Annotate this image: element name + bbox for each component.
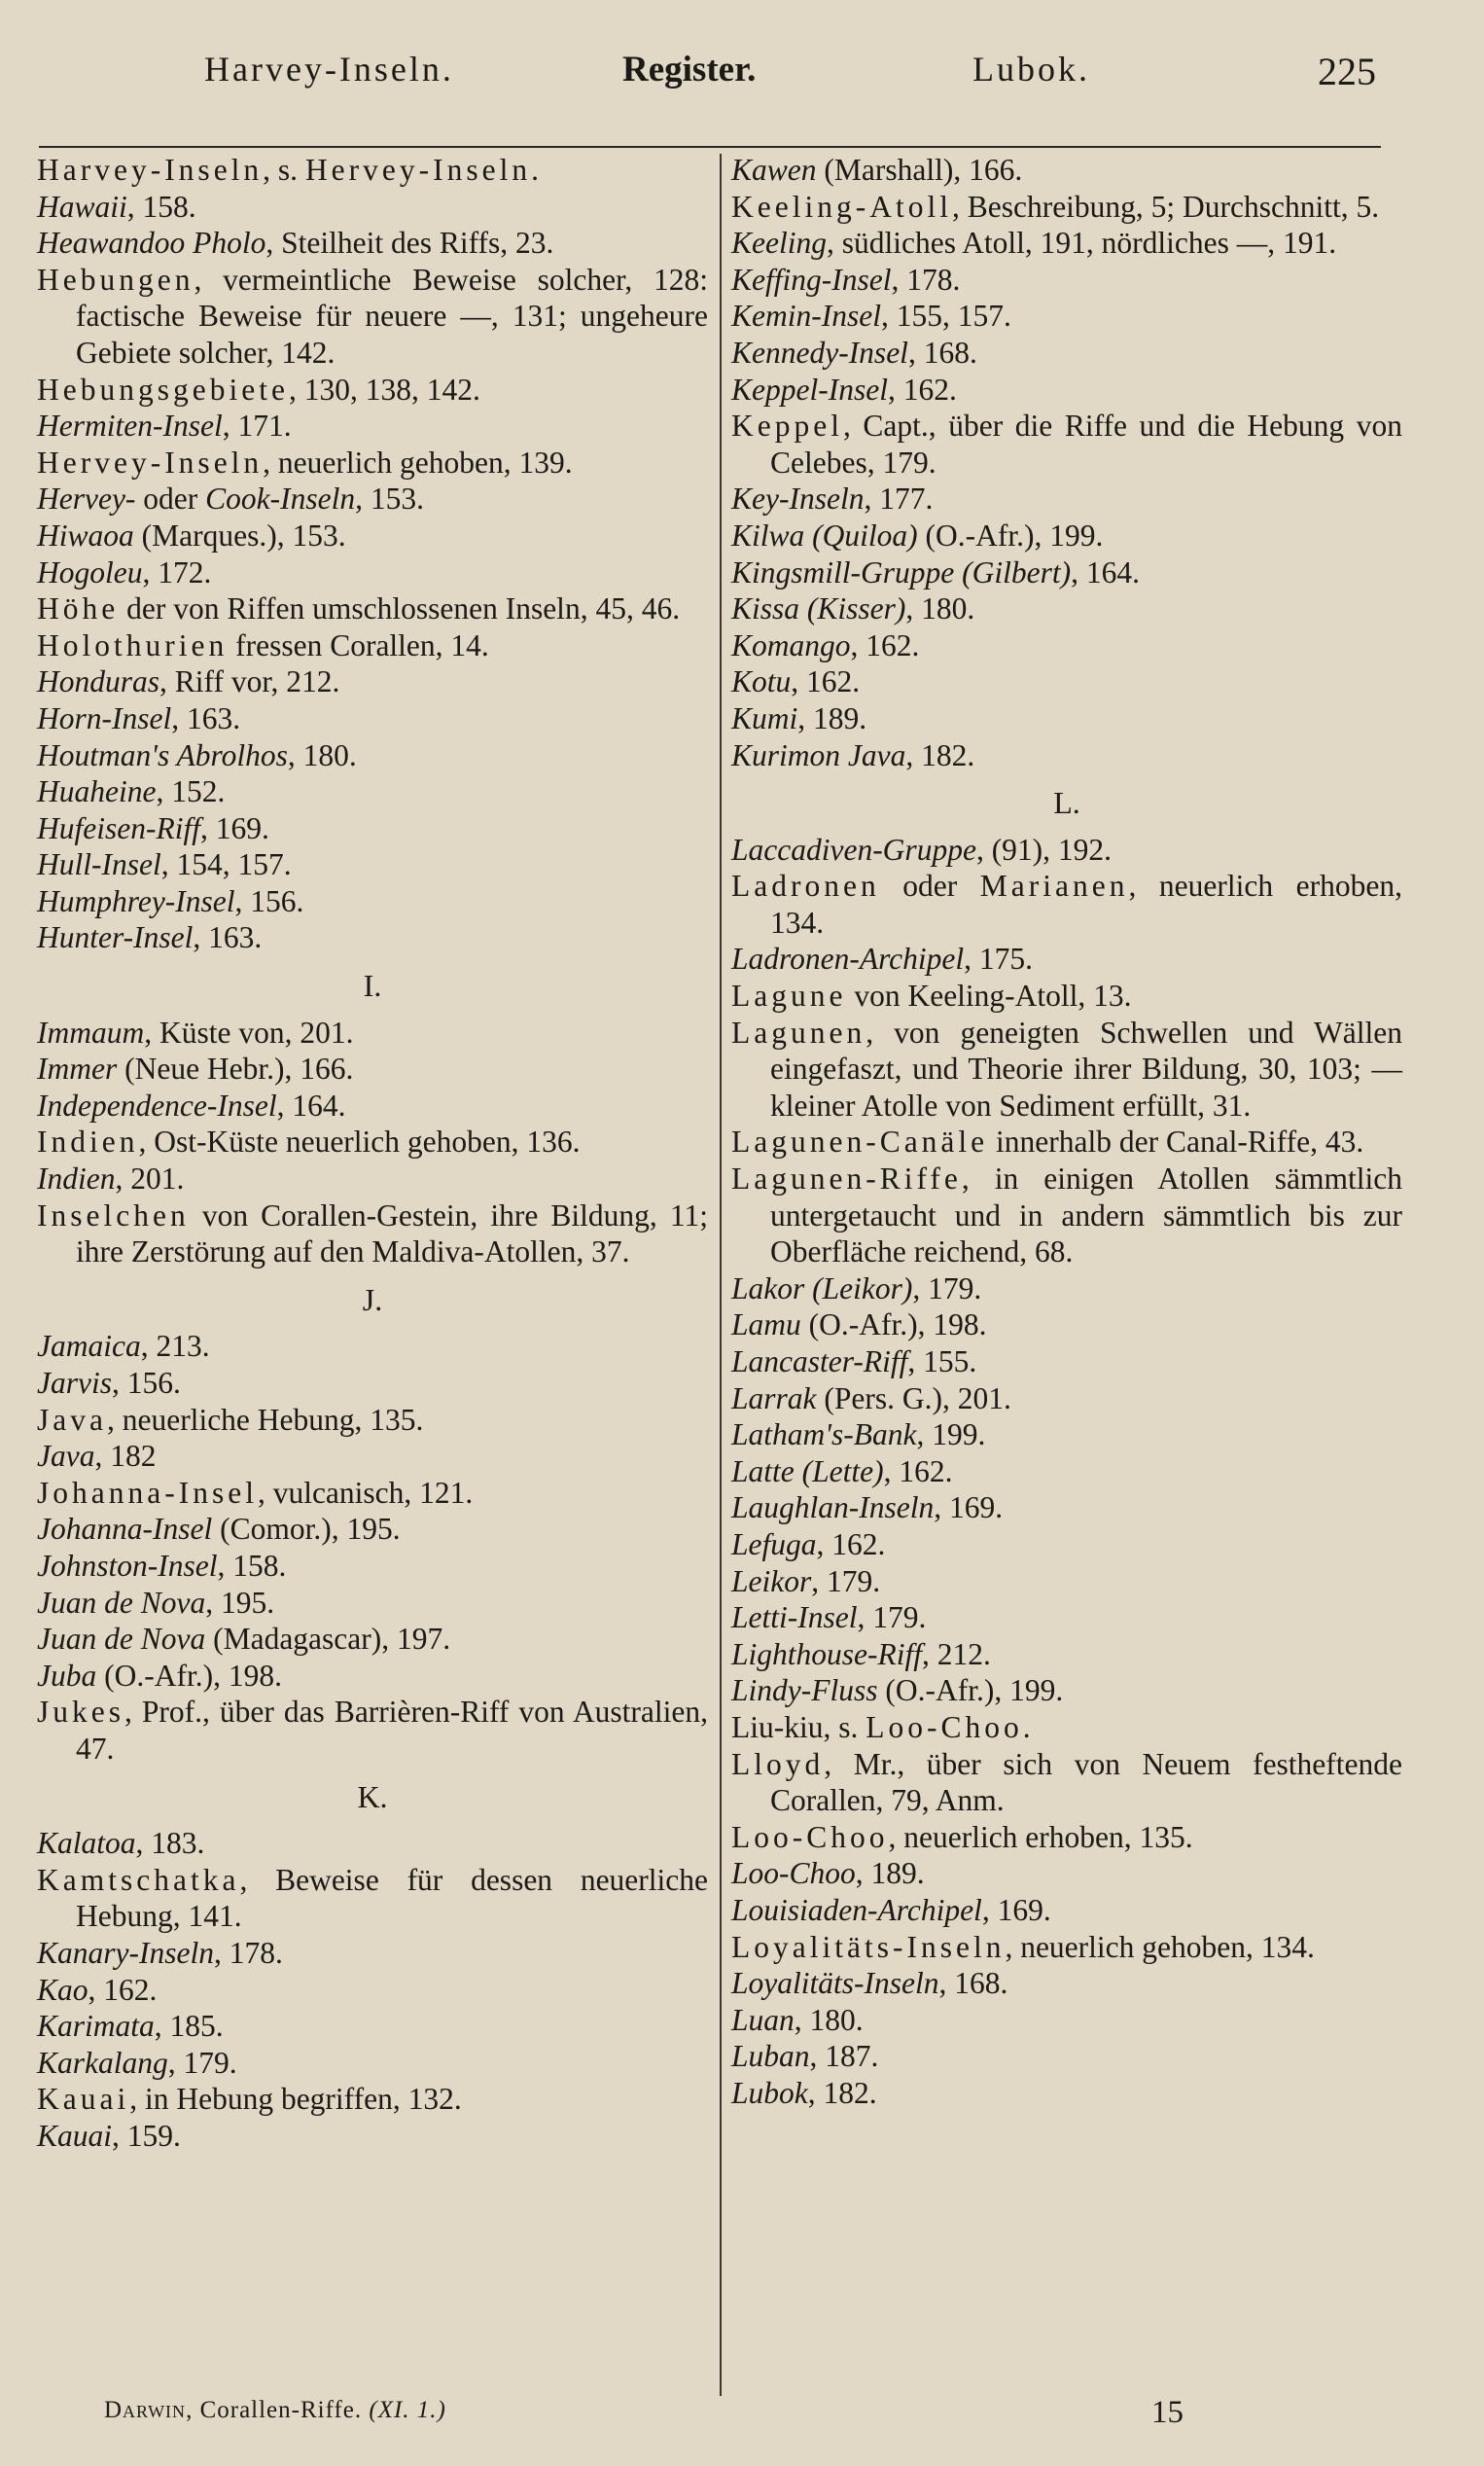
entry-headword: Loyalitäts-Inseln — [731, 1929, 1006, 1964]
index-entry — [731, 262, 1402, 299]
index-entry — [37, 1658, 708, 1695]
entry-headword: Immer — [37, 1052, 118, 1087]
entry-text: , 201. — [115, 1162, 185, 1197]
index-entry — [37, 518, 708, 554]
index-entry — [37, 1365, 708, 1402]
entry-headword: Komango — [731, 627, 851, 662]
index-entry — [731, 225, 1402, 262]
index-entry — [731, 518, 1402, 554]
entry-headword: Luban — [731, 2039, 810, 2074]
entry-text: , 182. — [807, 2075, 877, 2110]
entry-headword: Juba — [37, 1658, 97, 1693]
page-number: 225 — [1318, 50, 1376, 93]
index-entry — [731, 1819, 1402, 1856]
entry-headword: Hufeisen-Riff — [37, 810, 200, 845]
entry-headword: Hull-Insel — [37, 847, 161, 882]
footer-imprint — [104, 2397, 446, 2424]
entry-headword: Hiwaoa — [37, 518, 134, 553]
entry-headword: Key-Inseln — [731, 482, 865, 517]
entry-text: (Marques.), 153. — [133, 518, 346, 553]
index-entry — [731, 335, 1402, 372]
entry-headword: Hervey-Inseln — [304, 153, 532, 187]
index-entry — [37, 1161, 708, 1197]
index-entry — [37, 1402, 708, 1439]
entry-headword: Java — [37, 1402, 107, 1437]
entry-headword: Keeling-Atoll — [731, 189, 952, 224]
entry-text: , 169. — [199, 810, 269, 845]
index-entry — [731, 152, 1402, 189]
entry-headword: Kissa (Kisser) — [731, 591, 906, 626]
index-entry — [37, 1825, 708, 1862]
index-entry — [731, 481, 1402, 518]
entry-headword: Larrak — [731, 1380, 817, 1415]
column-divider — [720, 154, 722, 2396]
index-entry — [37, 737, 708, 774]
entry-text: , Steilheit des Riffs, 23. — [265, 226, 554, 261]
index-entry — [731, 189, 1402, 226]
index-entry — [37, 1621, 708, 1658]
entry-text: oder — [879, 869, 980, 904]
entry-headword: Indien — [37, 1125, 139, 1160]
index-entry — [731, 737, 1402, 774]
entry-text: , 189. — [797, 700, 867, 735]
index-entry — [731, 1416, 1402, 1453]
entry-text: , 162. — [88, 1972, 158, 2007]
entry-text: , Küste von, 201. — [144, 1015, 354, 1050]
entry-text: , 162. — [850, 627, 920, 662]
index-entry — [37, 1088, 708, 1125]
entry-headword: Keffing-Insel — [731, 262, 892, 297]
entry-text: , 189. — [855, 1856, 925, 1891]
entry-headword: Keppel-Insel — [731, 372, 888, 407]
entry-text: , neuerlich erhoben, 134. — [770, 869, 1402, 940]
entry-headword: Kawen — [731, 153, 817, 187]
index-entry — [37, 152, 708, 189]
index-entry — [37, 2008, 708, 2045]
entry-headword: Heawandoo Pholo — [37, 226, 266, 261]
entry-headword: Kamtschatka — [37, 1862, 240, 1897]
entry-text: , 155, 157. — [880, 299, 1011, 334]
entry-text: (Madagascar), 197. — [205, 1622, 451, 1657]
entry-headword: Kemin-Insel — [731, 299, 881, 334]
index-entry — [731, 832, 1402, 869]
index-entry — [37, 1124, 708, 1161]
entry-text: , 179. — [167, 2045, 237, 2080]
index-entry — [731, 1453, 1402, 1490]
entry-text: , 155. — [907, 1344, 977, 1378]
entry-text: , 169. — [934, 1490, 1004, 1525]
index-entry — [731, 941, 1402, 978]
entry-headword: Harvey-Inseln — [37, 153, 264, 187]
entry-text: (O.-Afr.), 199. — [877, 1673, 1064, 1708]
entry-text: , 168. — [907, 335, 977, 370]
index-entry — [731, 1124, 1402, 1161]
section-heading: J. — [362, 1281, 383, 1317]
entry-headword: Marianen — [979, 869, 1129, 904]
entry-headword: Juan de Nova — [37, 1585, 206, 1620]
entry-headword: Java — [37, 1439, 95, 1474]
header-right-catchword: Lubok. — [972, 50, 1090, 89]
entry-headword: Lakor (Leikor) — [731, 1270, 913, 1305]
entry-headword: Jukes — [37, 1695, 124, 1730]
entry-headword: Ladronen — [731, 869, 880, 904]
index-entry — [731, 1343, 1402, 1380]
index-entry — [731, 298, 1402, 335]
entry-text: , 195. — [205, 1585, 275, 1620]
footer-signature: 15 — [1151, 2395, 1184, 2430]
entry-headword: Hermiten-Insel — [37, 409, 223, 444]
index-entry — [731, 1489, 1402, 1526]
entry-headword: Kauai — [37, 2082, 130, 2117]
index-entry — [731, 1599, 1402, 1636]
index-entry — [37, 262, 708, 372]
entry-headword: Lubok — [731, 2075, 808, 2110]
index-entry — [731, 1270, 1402, 1307]
entry-headword: Louisiaden-Archipel — [731, 1892, 982, 1927]
index-entry — [37, 1511, 708, 1548]
index-entry — [731, 372, 1402, 409]
index-entry — [37, 1935, 708, 1972]
index-entry — [731, 1380, 1402, 1417]
index-entry — [37, 1548, 708, 1585]
entry-headword: Loo-Choo — [731, 1819, 889, 1854]
entry-headword: Lamu — [731, 1307, 801, 1342]
entry-headword: Kao — [37, 1972, 88, 2007]
index-entry — [37, 810, 708, 847]
entry-headword: Lagunen-Riffe — [731, 1162, 962, 1197]
entry-text: , in einigen Atollen sämmtlich untergetaucht und in andern sämmtlich bis zur Oberfläche reichend, 68. — [770, 1162, 1402, 1269]
entry-text: , 162. — [816, 1526, 886, 1561]
index-entry — [37, 408, 708, 445]
entry-text: , 183. — [135, 1826, 205, 1861]
index-entry — [731, 554, 1402, 591]
footer-title: , Corallen-Riffe. — [186, 2397, 363, 2423]
index-entry — [731, 2038, 1402, 2075]
entry-headword: Indien — [37, 1162, 116, 1197]
entry-headword: Karimata — [37, 2009, 155, 2044]
entry-headword: Kalatoa — [37, 1826, 136, 1861]
entry-headword: Humphrey-Insel — [37, 883, 235, 918]
entry-headword: Hebungsgebiete — [37, 372, 289, 407]
entry-headword: Hawaii — [37, 189, 127, 224]
entry-text: , 154, 157. — [160, 847, 292, 882]
entry-headword: Holothurien — [37, 627, 229, 662]
index-entry — [37, 1197, 708, 1270]
index-entry — [731, 1636, 1402, 1673]
entry-text: , 178. — [213, 1935, 283, 1970]
index-entry — [37, 700, 708, 737]
index-entry — [37, 1862, 708, 1935]
entry-text: , vulcanisch, 121. — [257, 1475, 474, 1510]
entry-headword: Huaheine — [37, 774, 157, 809]
entry-text: , vermeintliche Beweise solcher, 128: factische Beweise für neuere —, 131; ungeheure Gebiete solcher, 142. — [76, 262, 708, 370]
section-heading: K. — [357, 1778, 388, 1814]
index-entry — [37, 2081, 708, 2118]
entry-text: , 158. — [126, 189, 196, 224]
entry-headword: Lindy-Fluss — [731, 1673, 878, 1708]
entry-text: 153. — [363, 482, 424, 517]
entry-text: (O.-Afr.), 198. — [96, 1658, 282, 1693]
entry-headword: Hervey- — [37, 482, 136, 517]
entry-text: , Mr., über sich von Neuem festheftende Corallen, 79, Anm. — [770, 1746, 1402, 1818]
entry-headword: Kingsmill-Gruppe (Gilbert) — [731, 554, 1072, 590]
entry-headword: Laughlan-Inseln — [731, 1490, 935, 1525]
index-entry — [37, 445, 708, 482]
entry-text: , 182. — [905, 737, 975, 772]
index-entry — [37, 372, 708, 409]
index-entry — [731, 1709, 1402, 1746]
entry-text: , 171. — [222, 409, 292, 444]
entry-text: der von Riffen umschlossenen Inseln, 45, 46. — [119, 591, 681, 626]
index-entry — [37, 2045, 708, 2082]
entry-text: (Comor.), 195. — [212, 1512, 401, 1547]
entry-headword: Kurimon Java — [731, 737, 906, 772]
entry-headword: Inselchen — [37, 1197, 190, 1233]
index-entry — [37, 1475, 708, 1512]
index-column-right — [731, 152, 1402, 2111]
entry-text: , Ost-Küste neuerlich gehoben, 136. — [138, 1125, 581, 1160]
entry-text: , 162. — [883, 1453, 953, 1488]
entry-text: , in Hebung begriffen, 132. — [129, 2082, 462, 2117]
entry-headword: Lagune — [731, 979, 847, 1014]
entry-text: , Capt., über die Riffe und die Hebung von Celebes, 179. — [770, 409, 1402, 480]
index-entry — [37, 590, 708, 627]
entry-text: , s. — [263, 153, 305, 187]
entry-headword: Kauai — [37, 2118, 113, 2153]
entry-text: , 199. — [916, 1417, 986, 1452]
index-entry — [731, 1746, 1402, 1819]
entry-text: , 164. — [276, 1088, 346, 1123]
index-entry — [731, 1929, 1402, 1966]
entry-text: , neuerlich erhoben, 135. — [888, 1819, 1193, 1854]
index-entry — [731, 2075, 1402, 2112]
index-entry — [731, 2002, 1402, 2039]
entry-headword: Independence-Insel — [37, 1088, 277, 1123]
entry-text: , von geneigten Schwellen und Wällen eingefaszt, und Theorie ihrer Bildung, 30, 103; — kleiner Atolle von Sediment erfüllt, 31. — [770, 1015, 1402, 1123]
entry-headword: Johanna-Insel — [37, 1512, 213, 1547]
index-entry — [37, 1972, 708, 2009]
index-entry — [37, 1328, 708, 1365]
index-entry — [731, 1965, 1402, 2002]
entry-text: , 177. — [864, 482, 934, 517]
header-title: Register. — [622, 50, 757, 89]
entry-headword: Hunter-Insel — [37, 920, 194, 955]
entry-headword: Honduras — [37, 664, 160, 699]
index-entry — [731, 590, 1402, 627]
index-entry — [37, 919, 708, 956]
entry-headword: Leikor — [731, 1563, 812, 1598]
section-heading: I. — [363, 968, 382, 1004]
entry-text: , 182 — [94, 1439, 157, 1474]
index-entry — [731, 1161, 1402, 1270]
index-entry — [731, 1855, 1402, 1892]
index-entry — [731, 1526, 1402, 1563]
entry-headword: Lefuga — [731, 1526, 817, 1561]
entry-text: (Marshall), 166. — [816, 153, 1023, 187]
entry-text: , 172. — [142, 554, 212, 590]
entry-text: von Keeling-Atoll, 13. — [846, 979, 1132, 1014]
index-entry — [37, 846, 708, 883]
entry-text: , 178. — [891, 262, 961, 297]
entry-text: oder — [135, 482, 206, 517]
entry-text: , 162. — [791, 664, 861, 699]
index-entry — [37, 1438, 708, 1475]
entry-headword: Houtman's Abrolhos — [37, 737, 288, 772]
entry-headword: Loo-Choo — [866, 1709, 1023, 1744]
entry-text: , 179. — [857, 1600, 927, 1635]
page-footer — [0, 2395, 1484, 2444]
entry-headword: Horn-Insel — [37, 700, 172, 735]
entry-headword: Loyalitäts-Inseln — [731, 1966, 939, 2001]
index-entry — [37, 1015, 708, 1052]
section-heading: L. — [1053, 785, 1080, 821]
entry-headword: Loo-Choo — [731, 1856, 856, 1891]
entry-text: , Riff vor, 212. — [159, 664, 340, 699]
entry-headword: Johanna-Insel — [37, 1475, 258, 1510]
entry-text: fressen Corallen, 14. — [228, 627, 489, 662]
entry-headword: Juan de Nova — [37, 1622, 206, 1657]
index-entry — [731, 1563, 1402, 1600]
entry-headword: Immaum — [37, 1015, 145, 1050]
entry-text: , 130, 138, 142. — [288, 372, 480, 407]
entry-text: , Beschreibung, 5; Durchschnitt, 5. — [951, 189, 1380, 224]
header-rule — [39, 146, 1381, 148]
entry-text: , neuerlich gehoben, 139. — [263, 445, 573, 480]
entry-text: , 169. — [981, 1892, 1051, 1927]
index-entry — [37, 773, 708, 810]
index-entry — [37, 663, 708, 700]
entry-headword: Ladronen-Archipel — [731, 942, 965, 977]
entry-text: , 162. — [887, 372, 957, 407]
entry-headword: Hervey-Inseln — [37, 445, 264, 480]
entry-headword: Kennedy-Insel — [731, 335, 908, 370]
entry-headword: Johnston-Insel — [37, 1548, 218, 1583]
index-entry — [37, 2118, 708, 2155]
entry-headword: Luan — [731, 2002, 795, 2037]
entry-text: , 180. — [794, 2002, 864, 2037]
entry-text: , neuerliche Hebung, 135. — [106, 1402, 424, 1437]
entry-text: , 156. — [234, 883, 304, 918]
entry-headword: Latte (Lette) — [731, 1453, 884, 1488]
index-entry — [731, 408, 1402, 481]
index-entry — [37, 627, 708, 664]
entry-headword: Lloyd — [731, 1746, 825, 1781]
header-left-catchword: Harvey-Inseln. — [204, 50, 454, 89]
entry-headword: Jarvis — [37, 1366, 112, 1400]
entry-text: , 180. — [287, 737, 357, 772]
entry-text: , 212. — [922, 1636, 991, 1671]
entry-text: , s. — [823, 1709, 866, 1744]
index-entry — [731, 1892, 1402, 1929]
entry-text: , neuerlich gehoben, 134. — [1005, 1929, 1315, 1964]
entry-text: , 179. — [912, 1270, 982, 1305]
entry-text: , 185. — [154, 2009, 224, 2044]
running-header — [0, 39, 1484, 97]
entry-text: von Corallen-Gestein, ihre Bildung, 11; ihre Zerstörung auf den Maldiva-Atollen, 37. — [76, 1197, 708, 1269]
index-entry — [37, 1694, 708, 1767]
entry-text: (Neue Hebr.), 166. — [117, 1052, 354, 1087]
entry-text: , 156. — [111, 1366, 181, 1400]
entry-headword: Lagunen — [731, 1015, 866, 1050]
index-entry — [731, 663, 1402, 700]
entry-headword: Lagunen-Canäle — [731, 1125, 989, 1160]
entry-text: , südliches Atoll, 191, nördliches —, 191. — [826, 226, 1337, 261]
entry-headword: Keppel — [731, 409, 843, 444]
entry-headword: Laccadiven-Gruppe — [731, 832, 976, 867]
entry-text: (O.-Afr.), 198. — [800, 1307, 987, 1342]
index-entry — [37, 554, 708, 591]
entry-text: , Beweise für dessen neuerliche Hebung, 141. — [76, 1862, 708, 1934]
entry-headword: Keeling — [731, 226, 827, 261]
footer-author: Darwin — [104, 2397, 187, 2423]
index-entry — [37, 225, 708, 262]
entry-headword: Latham's-Bank — [731, 1417, 917, 1452]
entry-headword: Jamaica — [37, 1329, 141, 1364]
entry-text: , (91), 192. — [975, 832, 1113, 867]
entry-text: , 179. — [811, 1563, 881, 1598]
index-entry — [37, 883, 708, 920]
entry-text: (O.-Afr.), 199. — [917, 518, 1104, 553]
entry-text: innerhalb der Canal-Riffe, 43. — [988, 1125, 1364, 1160]
index-entry — [731, 978, 1402, 1015]
entry-headword: Kumi — [731, 700, 798, 735]
footer-volume: (XI. 1.) — [369, 2397, 446, 2423]
index-entry — [731, 868, 1402, 941]
entry-text: , 187. — [809, 2039, 879, 2074]
entry-headword: Karkalang — [37, 2045, 168, 2080]
index-entry — [731, 1015, 1402, 1125]
entry-text: , 159. — [112, 2118, 181, 2153]
index-entry — [731, 1306, 1402, 1343]
entry-headword: Lighthouse-Riff — [731, 1636, 922, 1671]
index-entry — [37, 1585, 708, 1622]
index-entry — [37, 1051, 708, 1088]
entry-text: , 163. — [171, 700, 241, 735]
entry-text: , 158. — [217, 1548, 287, 1583]
index-entry — [37, 481, 708, 518]
entry-headword: Kotu — [731, 664, 792, 699]
index-entry — [731, 700, 1402, 737]
entry-text: , 164. — [1071, 554, 1140, 590]
entry-text: , 168. — [938, 1966, 1008, 2001]
entry-headword: Kanary-Inseln — [37, 1935, 214, 1970]
index-entry — [731, 1672, 1402, 1709]
index-entry — [37, 189, 708, 226]
entry-headword: Cook-Inseln, — [205, 482, 363, 517]
entry-text: Liu-kiu — [731, 1709, 824, 1744]
index-entry — [731, 627, 1402, 664]
index-column-left — [37, 152, 708, 2154]
entry-headword: Letti-Insel — [731, 1600, 858, 1635]
entry-headword: Hebungen — [37, 262, 194, 297]
entry-headword: Höhe — [37, 591, 120, 626]
entry-text: , 175. — [964, 942, 1034, 977]
entry-text: , 163. — [193, 920, 263, 955]
entry-headword: Kilwa (Quiloa) — [731, 518, 918, 553]
entry-text: . — [531, 153, 539, 187]
entry-text: (Pers. G.), 201. — [816, 1380, 1011, 1415]
entry-text: . — [1022, 1709, 1031, 1744]
entry-headword: Hogoleu — [37, 554, 143, 590]
entry-text: , Prof., über das Barrièren-Riff von Australien, 47. — [76, 1695, 708, 1766]
entry-headword: Lancaster-Riff — [731, 1344, 908, 1378]
entry-text: , 213. — [140, 1329, 210, 1364]
entry-text: , 180. — [905, 591, 975, 626]
entry-text: , 152. — [156, 774, 226, 809]
